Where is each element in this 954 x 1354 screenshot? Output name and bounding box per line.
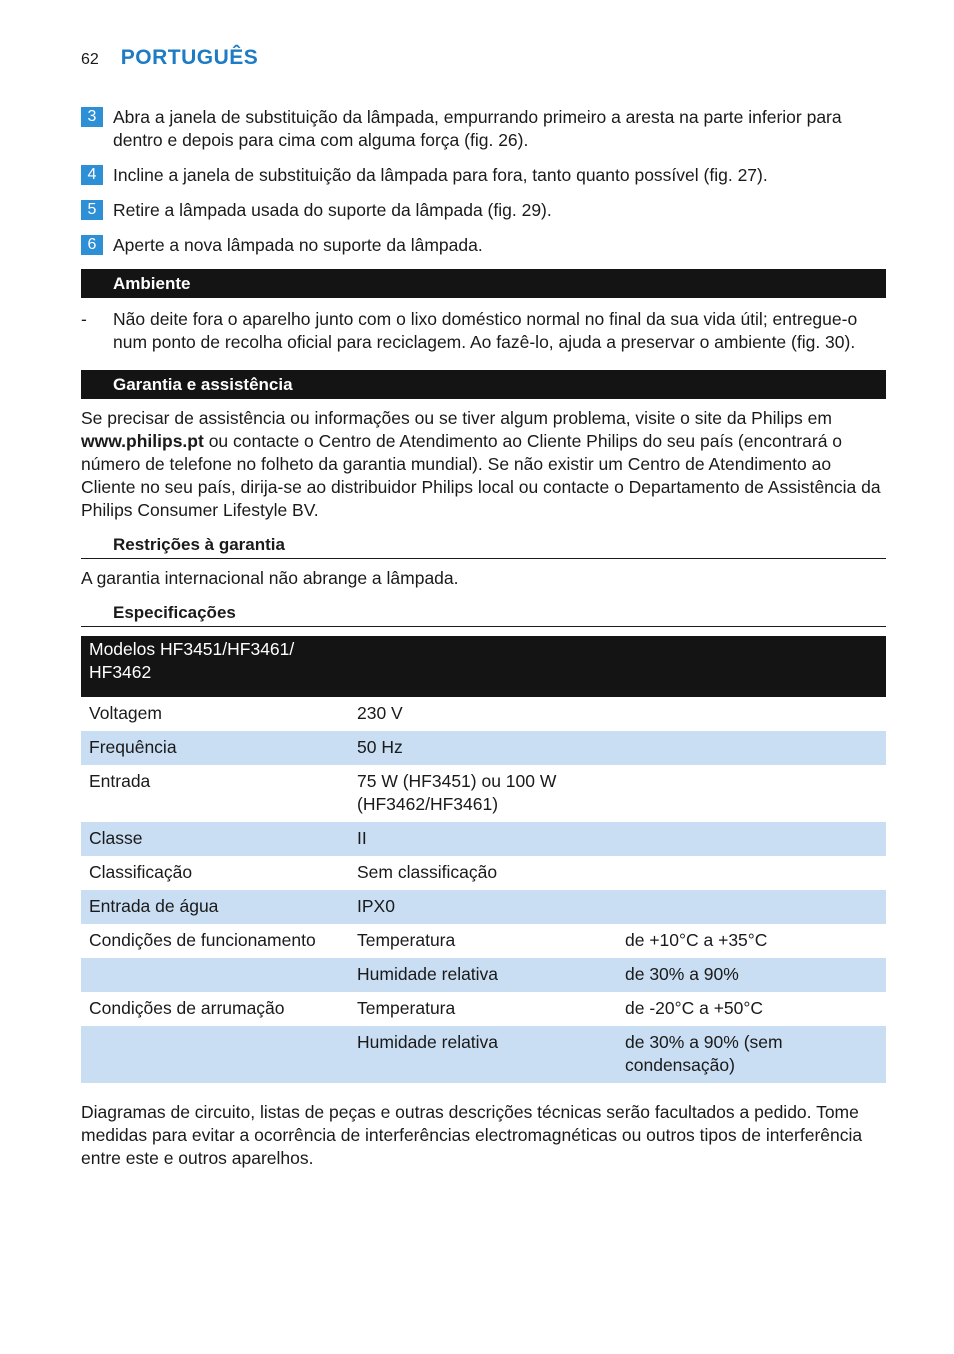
- table-row: [81, 731, 886, 765]
- table-cell: [617, 731, 886, 765]
- table-cell: de 30% a 90%: [617, 958, 886, 992]
- table-cell: Sem classificação: [357, 862, 498, 882]
- step-item: [81, 106, 886, 152]
- garantia-text-after-link: ou contacte o Centro de Atendimento ao Cliente Philips do seu país (encontrará o número de telefone no folheto da garantia mundial). Se não existir um Centro de Atendimento ao Cliente no seu país, dirija-se ao distribuidor Philips local ou contacte o Departamento de Assistência da Philips Consumer Lifestyle BV.: [81, 431, 881, 520]
- section-heading-ambiente: Ambiente: [81, 269, 886, 298]
- step-item: [81, 199, 886, 222]
- table-row: [81, 856, 886, 890]
- table-row: [81, 765, 886, 822]
- table-cell: [617, 890, 886, 924]
- philips-website-link[interactable]: www.philips.pt: [81, 431, 204, 451]
- table-header-row: [81, 636, 886, 697]
- page-content: [81, 106, 886, 1170]
- page-header: [81, 46, 258, 70]
- table-header-empty: [349, 636, 617, 697]
- table-cell: de 30% a 90% (sem condensação): [617, 1026, 886, 1083]
- step-number-badge: 3: [81, 107, 103, 127]
- step-item: [81, 234, 886, 257]
- table-cell: Condições de funcionamento: [89, 930, 316, 950]
- table-row: [81, 822, 886, 856]
- table-row: [81, 924, 886, 958]
- table-cell: Entrada de água: [81, 890, 349, 924]
- table-cell: de +10°C a +35°C: [625, 930, 768, 950]
- table-row: [81, 1026, 886, 1083]
- table-row: [81, 992, 886, 1026]
- table-row: [81, 958, 886, 992]
- table-cell: 75 W (HF3451) ou 100 W (HF3462/HF3461): [357, 771, 557, 814]
- bullet-item: [81, 308, 886, 354]
- table-cell: 50 Hz: [349, 731, 617, 765]
- table-cell: de -20°C a +50°C: [625, 998, 764, 1018]
- step-item: [81, 164, 886, 187]
- step-number-badge: 5: [81, 200, 103, 220]
- table-cell: [617, 697, 886, 731]
- page-number: 62: [81, 51, 99, 68]
- table-cell: [617, 822, 886, 856]
- table-cell: Humidade relativa: [349, 958, 617, 992]
- bullet-text: Não deite fora o aparelho junto com o lixo doméstico normal no final da sua vida útil; entregue-o num ponto de recolha oficial para reciclagem. Ao fazê-lo, ajuda a preservar o ambiente (fig. 30).: [113, 309, 858, 352]
- section-heading-garantia: Garantia e assistência: [81, 370, 886, 399]
- subheading-especificacoes: Especificações: [81, 599, 886, 627]
- step-text: Retire a lâmpada usada do suporte da lâmpada (fig. 29).: [113, 200, 552, 220]
- garantia-text-before-link: Se precisar de assistência ou informações ou se tiver algum problema, visite o site da Philips em: [81, 408, 832, 428]
- restricoes-text: A garantia internacional não abrange a lâmpada.: [81, 568, 459, 588]
- table-cell: Classificação: [89, 862, 193, 882]
- table-cell: [617, 856, 886, 890]
- table-cell: [81, 1026, 349, 1083]
- specifications-table: [81, 636, 886, 1083]
- language-title: PORTUGUÊS: [120, 46, 259, 69]
- table-cell: IPX0: [349, 890, 617, 924]
- table-cell: Condições de arrumação: [89, 998, 285, 1018]
- table-header-models: Modelos HF3451/HF3461/ HF3462: [81, 636, 349, 697]
- table-header-empty: [617, 636, 886, 697]
- table-cell: Frequência: [81, 731, 349, 765]
- table-cell: Temperatura: [357, 998, 456, 1018]
- step-number-badge: 4: [81, 165, 103, 185]
- table-cell: 230 V: [357, 703, 403, 723]
- table-cell: Humidade relativa: [349, 1026, 617, 1083]
- garantia-paragraph: [81, 407, 886, 522]
- table-cell: Temperatura: [357, 930, 456, 950]
- table-cell: Classe: [81, 822, 349, 856]
- footer-paragraph: Diagramas de circuito, listas de peças e outras descrições técnicas serão facultados a pedido. Tome medidas para evitar a ocorrência de interferências electromagnéticas ou outros tipos de interferência entre este e outros aparelhos.: [81, 1102, 863, 1168]
- table-row: [81, 890, 886, 924]
- step-number-badge: 6: [81, 235, 103, 255]
- table-cell: [617, 765, 886, 822]
- table-cell: [81, 958, 349, 992]
- step-text: Aperte a nova lâmpada no suporte da lâmpada.: [113, 235, 483, 255]
- table-row: [81, 697, 886, 731]
- table-cell: Voltagem: [89, 703, 162, 723]
- table-cell: Entrada: [89, 771, 151, 791]
- dash-bullet: -: [81, 309, 87, 329]
- table-cell: II: [349, 822, 617, 856]
- subheading-restricoes: Restrições à garantia: [81, 531, 886, 559]
- step-text: Abra a janela de substituição da lâmpada, empurrando primeiro a aresta na parte inferior para dentro e depois para cima com alguma força (fig. 26).: [113, 107, 842, 150]
- step-text: Incline a janela de substituição da lâmpada para fora, tanto quanto possível (fig. 27).: [113, 165, 768, 185]
